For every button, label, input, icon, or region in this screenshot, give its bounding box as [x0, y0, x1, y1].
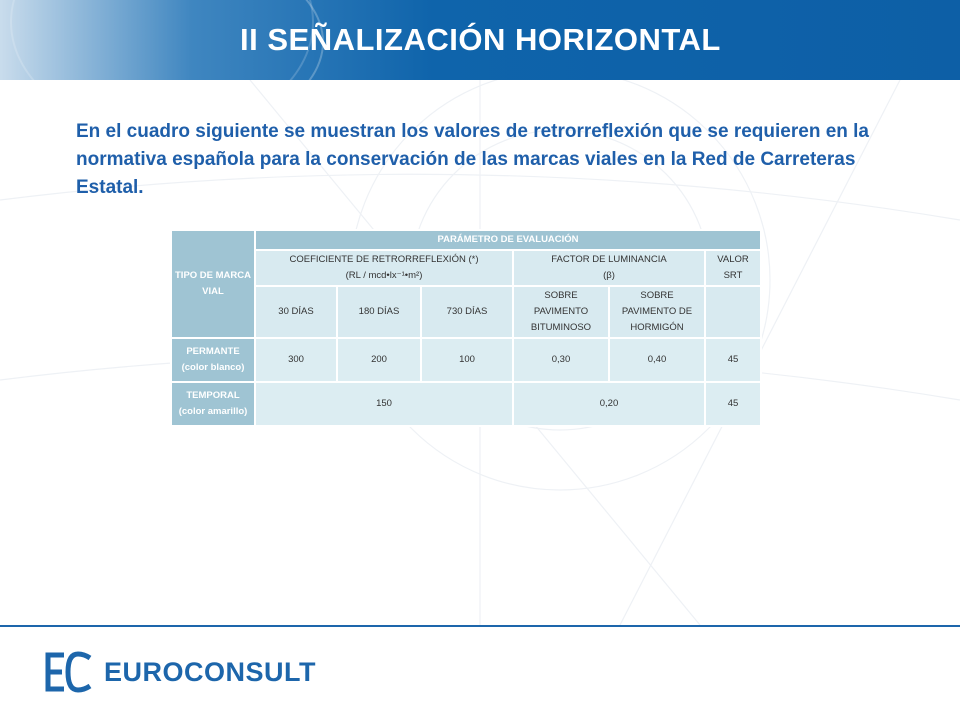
cell-bituminoso: 0,30	[513, 338, 609, 382]
header-bar	[0, 0, 960, 80]
cell-luminancia-temporal: 0,20	[513, 382, 705, 426]
footer-divider	[0, 625, 960, 627]
subheader-hormigon: SOBRE PAVIMENTO DE HORMIGÓN	[609, 286, 705, 338]
subheader-empty	[705, 286, 761, 338]
cell-hormigon: 0,40	[609, 338, 705, 382]
cell-coeficiente-temporal: 150	[255, 382, 513, 426]
row-label-temporal: TEMPORAL (color amarillo)	[171, 382, 255, 426]
header-srt: VALOR SRT	[705, 250, 761, 286]
euroconsult-logo	[40, 650, 316, 694]
slide-title: II SEÑALIZACIÓN HORIZONTAL	[240, 22, 721, 57]
cell-730-dias: 100	[421, 338, 513, 382]
cell-srt-temporal: 45	[705, 382, 761, 426]
header-marca-vial: TIPO DE MARCA VIAL	[171, 230, 255, 338]
luminancia-units: (β)	[603, 270, 615, 281]
euroconsult-logo-icon	[40, 650, 96, 694]
retroreflection-table	[170, 229, 762, 427]
subheader-30-dias: 30 DÍAS	[255, 286, 337, 338]
intro-paragraph: En el cuadro siguiente se muestran los valores de retrorreflexión que se requieren en la normativa española para la conservación de las marcas viales en la Red de Carreteras Estatal.	[76, 121, 869, 198]
cell-180-dias: 200	[337, 338, 421, 382]
header-coeficiente	[255, 250, 513, 286]
subheader-bituminoso: SOBRE PAVIMENTO BITUMINOSO	[513, 286, 609, 338]
header-luminancia	[513, 250, 705, 286]
cell-srt: 45	[705, 338, 761, 382]
subheader-730-dias: 730 DÍAS	[421, 286, 513, 338]
coeficiente-label: COEFICIENTE DE RETRORREFLEXIÓN (*)	[289, 254, 479, 265]
logo-text: EUROCONSULT	[104, 656, 316, 687]
row-label-permanente: PERMANTE (color blanco)	[171, 338, 255, 382]
luminancia-label: FACTOR DE LUMINANCIA	[551, 254, 667, 265]
cell-30-dias: 300	[255, 338, 337, 382]
subheader-180-dias: 180 DÍAS	[337, 286, 421, 338]
header-parametro: PARÁMETRO DE EVALUACIÓN	[255, 230, 761, 250]
coeficiente-units: (RL / mcd•lx⁻¹•m²)	[345, 270, 423, 281]
